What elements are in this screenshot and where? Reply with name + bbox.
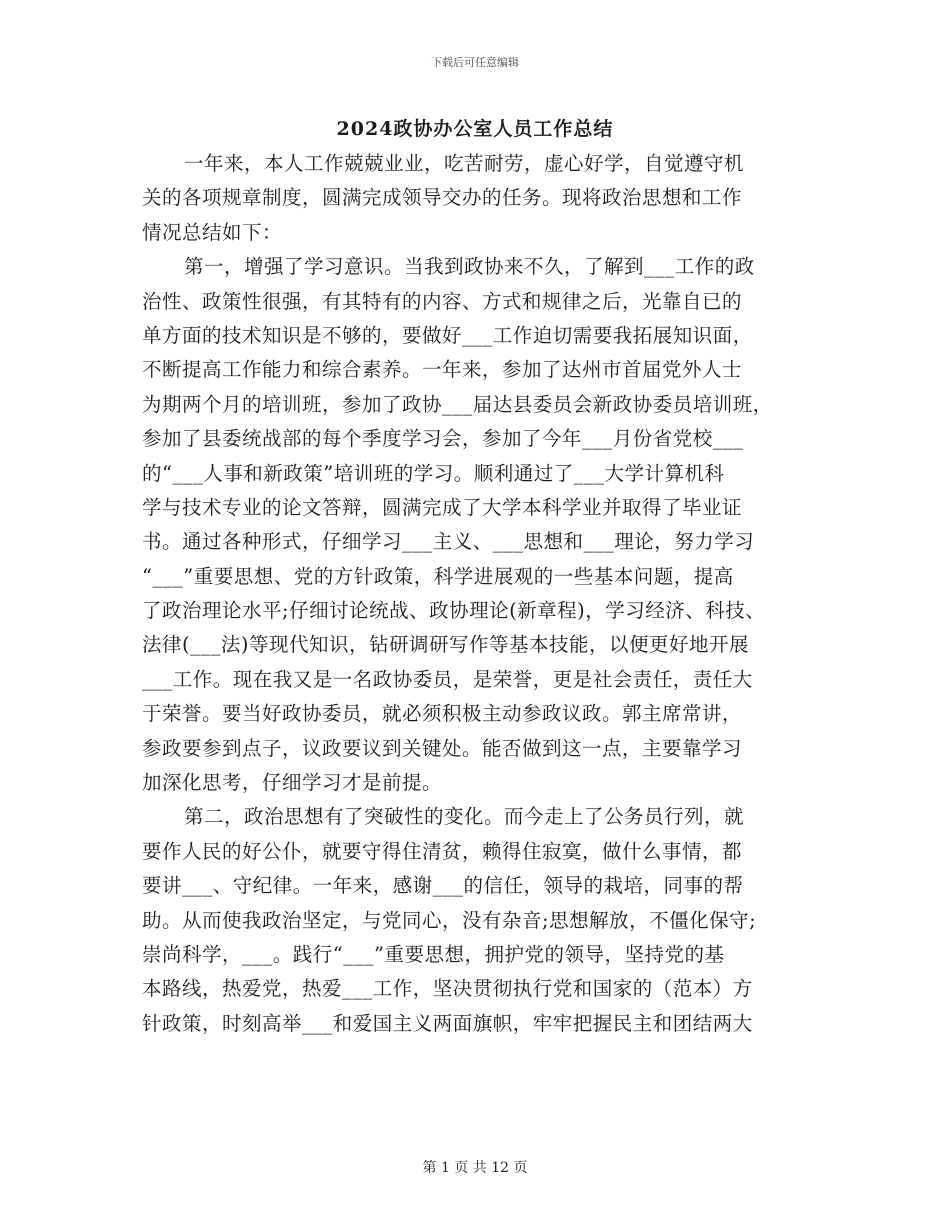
body-line: 为期两个月的培训班，参加了政协___届达县委员会新政协委员培训班， [142, 392, 773, 416]
body-line: 治性、政策性很强，有其特有的内容、方式和规律之后，光靠自已的 [142, 289, 743, 313]
body-line: 一年来，本人工作兢兢业业，吃苦耐劳，虚心好学，自觉遵守机 [184, 152, 745, 175]
body-line: 情况总结如下： [142, 220, 283, 244]
body-line: 要讲___、守纪律。一年来，感谢___的信任，领导的栽培，同事的帮 [142, 874, 744, 898]
body-line: 关的各项规章制度，圆满完成领导交办的任务。现将政治思想和工作 [142, 186, 743, 210]
body-line: 助。从而使我政治坚定，与党同心，没有杂音;思想解放，不僵化保守; [142, 908, 757, 932]
page-number: 第 1 页 共 12 页 [422, 1160, 528, 1176]
body-line: 第二，政治思想有了突破性的变化。而今走上了公务员行列，就 [184, 805, 745, 829]
body-line: ___工作。现在我又是一名政协委员，是荣誉，更是社会责任，责任大 [142, 667, 753, 691]
document-title: 2024政协办公室人员工作总结 [336, 118, 614, 140]
document-body [142, 147, 814, 1041]
body-line: 第一，增强了学习意识。当我到政协来不久，了解到___工作的政 [184, 255, 755, 279]
header-note: 下载后可任意编辑 [431, 56, 519, 69]
body-line: 的“___人事和新政策”培训班的学习。顺利通过了___大学计算机科 [142, 461, 725, 485]
body-line: 法律(___法)等现代知识，钻研调研写作等基本技能，以便更好地开展 [142, 633, 749, 657]
body-line: 书。通过各种形式，仔细学习___主义、___思想和___理论，努力学习 [142, 530, 755, 554]
body-line: 参政要参到点子，议政要议到关键处。能否做到这一点，主要靠学习 [142, 736, 743, 760]
body-line: 要作人民的好公仆，就要守得住清贫，赖得住寂寞，做什么事情，都 [142, 839, 743, 863]
body-line: 针政策，时刻高举___和爱国主义两面旗帜，牢牢把握民主和团结两大 [142, 1011, 753, 1035]
body-line: 参加了县委统战部的每个季度学习会，参加了今年___月份省党校___ [142, 427, 744, 451]
body-line: 崇尚科学，___。践行“___”重要思想，拥护党的领导，坚持党的基 [142, 942, 725, 966]
body-line: 加深化思考，仔细学习才是前提。 [142, 771, 443, 795]
body-line: 不断提高工作能力和综合素养。一年来，参加了达州市首届党外人士 [142, 358, 743, 382]
body-line: 单方面的技术知识是不够的，要做好___工作迫切需要我拓展知识面， [142, 323, 753, 347]
body-line: 学与技术专业的论文答辩，圆满完成了大学本科学业并取得了毕业证 [142, 495, 743, 519]
body-line: “___”重要思想、党的方针政策，科学进展观的一些基本问题，提高 [142, 564, 734, 588]
body-line: 本路线，热爱党，热爱___工作，坚决贯彻执行党和国家的（范本）方 [142, 977, 753, 1001]
body-line: 了政治理论水平;仔细讨论统战、政协理论(新章程)，学习经济、科技、 [142, 599, 766, 623]
body-line: 于荣誉。要当好政协委员，就必须积极主动参政议政。郭主席常讲， [142, 702, 743, 726]
